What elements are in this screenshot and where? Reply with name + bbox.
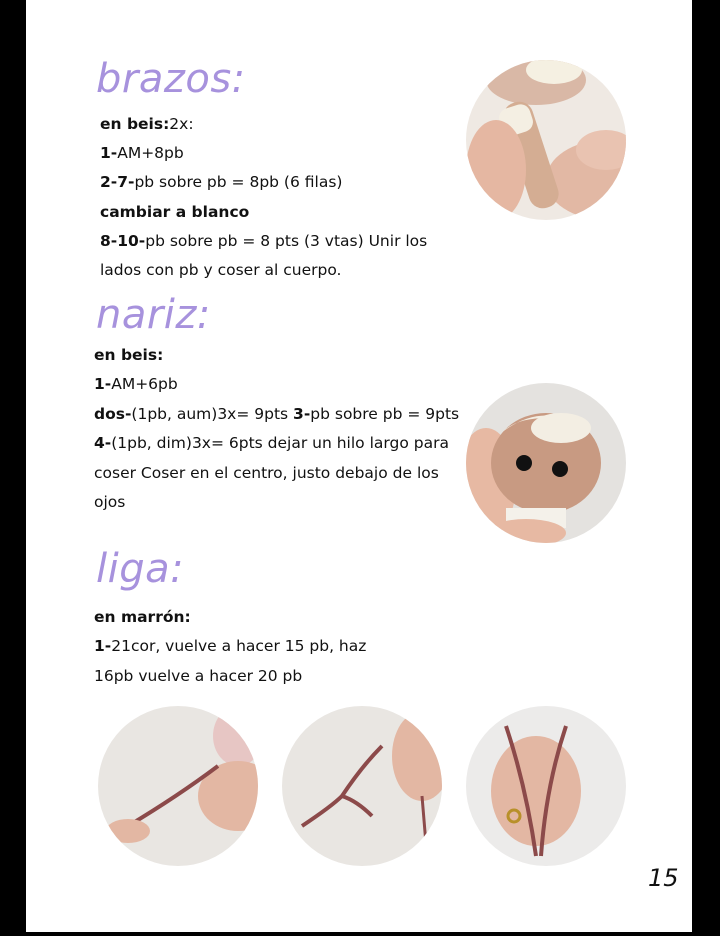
page-number: 15: [648, 864, 679, 892]
row-number: 1-: [94, 637, 112, 655]
nariz-row-4: [94, 434, 449, 452]
row-number: 8-10-: [100, 232, 146, 250]
row-number: 4-: [94, 434, 112, 452]
brazos-row-3: [100, 232, 427, 250]
nariz-row-2-3: [94, 405, 459, 423]
color-label: en beis:: [94, 346, 164, 364]
nariz-color-line: [94, 346, 163, 364]
brazos-row-2: [100, 173, 342, 191]
row-number: 2-7-: [100, 173, 135, 191]
brazos-color-line: [100, 115, 194, 133]
section-title-nariz: nariz:: [96, 292, 211, 338]
row-text: (1pb, dim)3x= 6pts dejar un hilo largo para: [111, 434, 449, 452]
liga-row-1: [94, 637, 366, 655]
row-text: AM+6pb: [111, 375, 178, 393]
color-label: en beis:: [100, 115, 170, 133]
color-label: en marrón:: [94, 608, 191, 626]
row-text: pb sobre pb = 9pts: [310, 405, 460, 423]
strap-photo-2: [282, 706, 442, 866]
nariz-row-4-cont-2: ojos: [94, 493, 126, 511]
row-number: 1-: [100, 144, 118, 162]
count-text: 2x:: [169, 115, 194, 133]
doll-face-photo: [466, 383, 626, 543]
row-number: 1-: [94, 375, 112, 393]
brazos-row-1: [100, 144, 184, 162]
strap-photo-3: [466, 706, 626, 866]
row-text: pb sobre pb = 8 pts (3 vtas) Unir los: [145, 232, 428, 250]
liga-color-line: [94, 608, 191, 626]
row-number: 3-: [293, 405, 311, 423]
section-title-liga: liga:: [96, 546, 185, 592]
row-text: pb sobre pb = 8pb (6 filas): [134, 173, 343, 191]
change-label: cambiar a blanco: [100, 203, 250, 221]
row-text: (1pb, aum)3x= 9pts: [131, 405, 294, 423]
row-number: dos-: [94, 405, 132, 423]
brazos-row-3-cont: lados con pb y coser al cuerpo.: [100, 261, 342, 279]
nariz-row-4-cont-1: coser Coser en el centro, justo debajo de los: [94, 464, 439, 482]
brazos-change-color: [100, 203, 249, 221]
row-text: 21cor, vuelve a hacer 15 pb, haz: [111, 637, 367, 655]
arm-photo: [466, 60, 626, 220]
liga-row-1-cont: 16pb vuelve a hacer 20 pb: [94, 667, 303, 685]
page: [26, 0, 692, 932]
strap-photo-1: [98, 706, 258, 866]
section-title-brazos: brazos:: [96, 56, 246, 102]
row-text: AM+8pb: [117, 144, 184, 162]
nariz-row-1: [94, 375, 178, 393]
